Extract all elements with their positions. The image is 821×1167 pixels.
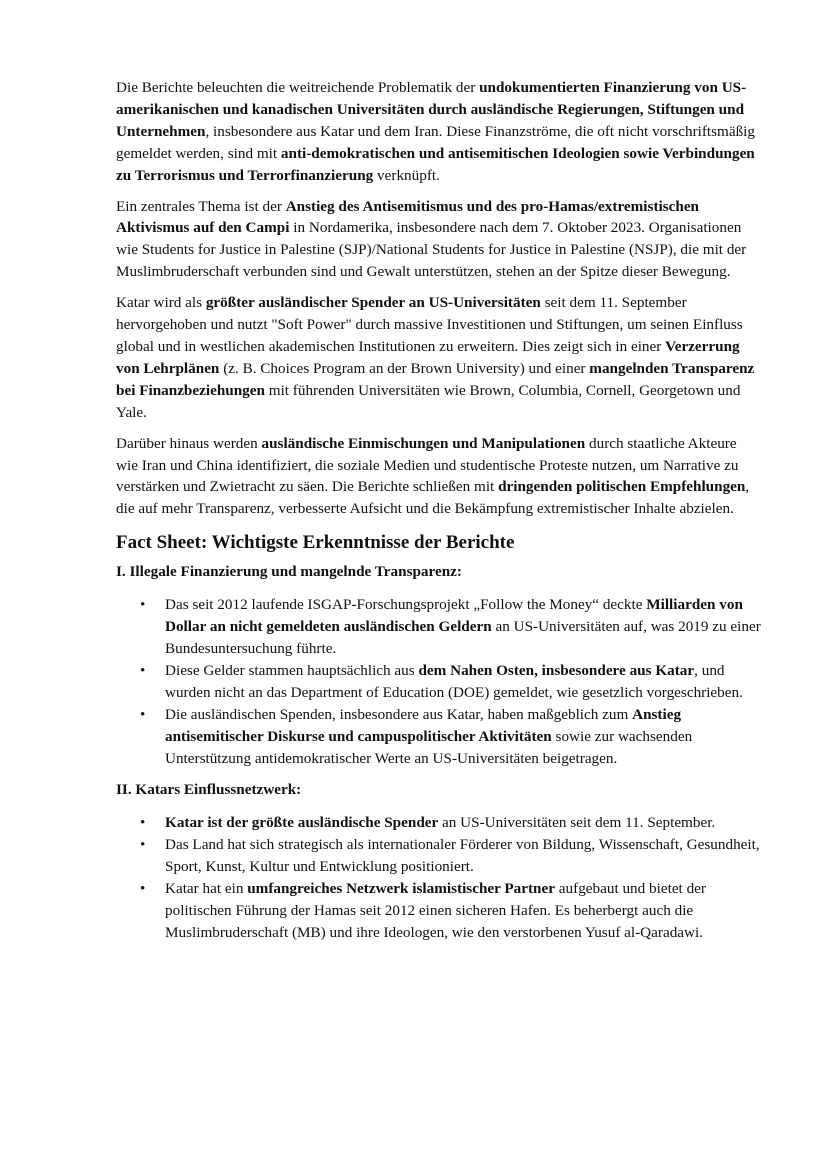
text-run: Katar hat ein — [165, 880, 248, 898]
text-run: Darüber hinaus werden — [116, 434, 262, 452]
bold-text-run: ausländische Einmischungen und Manipulationen — [261, 434, 586, 452]
text-run: Die Berichte beleuchten die weitreichende Problematik der — [116, 79, 480, 96]
bold-text-run: undokumentierten Finanzierung von US-amerikanischen und kanadischen Universitäten durch ausländische Regierungen, Stiftungen und Unternehmen — [116, 79, 747, 140]
paragraph-interference — [116, 433, 761, 521]
text-run: , die auf mehr Transparenz, verbesserte Aufsicht und die Bekämpfung extremistischer Inhalte abzielen. — [116, 478, 750, 518]
list-item — [165, 812, 761, 834]
bold-text-run: anti-demokratischen und antisemitischen Ideologien sowie Verbindungen zu Terrorismus und Terrorfinanzierung — [116, 144, 755, 184]
bold-text-run: größter ausländischer Spender an US-Universitäten — [205, 294, 541, 312]
section-heading-qatar-network: II. Katars Einflussnetzwerk: — [116, 781, 302, 799]
text-run: , und wurden nicht an das Department of Education (DOE) gemeldet, wie gesetzlich vorgeschrieben. — [165, 661, 743, 701]
bold-text-run: Anstieg antisemitischer Diskurse und campuspolitischer Aktivitäten — [165, 705, 682, 745]
bold-text-run: Anstieg des Antisemitismus und des pro-Hamas/extremistischen Aktivismus auf den Campi — [116, 197, 700, 237]
text-run: mit führenden Universitäten wie Brown, Columbia, Cornell, Georgetown und Yale. — [116, 381, 741, 421]
text-run: an US-Universitäten seit dem 11. September. — [438, 814, 716, 832]
paragraph-qatar — [116, 292, 761, 423]
bold-text-run: dem Nahen Osten, insbesondere aus Katar — [418, 661, 695, 679]
text-run: in Nordamerika, insbesondere nach dem 7. Oktober 2023. Organisationen wie Students for Justice in Palestine (SJP)/National Students for Justice in Palestine (NSJP), die mit der Muslimbruderschaft verbunden sind und Gewalt unterstützen, stehen an der Spitze dieser Bewegung. — [116, 219, 747, 281]
bold-text-run: dringenden politischen Empfehlungen — [498, 478, 746, 496]
text-run: Das Land hat sich strategisch als internationaler Förderer von Bildung, Wissenschaft, Gesundheit, Sport, Kunst, Kultur und Entwicklung positioniert. — [165, 836, 760, 876]
text-run: Katar wird als — [116, 294, 206, 312]
bold-text-run: mangelnden Transparenz bei Finanzbeziehungen — [116, 359, 755, 399]
list-item — [165, 660, 761, 704]
text-run: seit dem 11. September hervorgehoben und nutzt "Soft Power" durch massive Investitionen und Stiftungen, um seinen Einfluss global und in westlichen akademischen Institutionen zu erweitern. Dies zeigt sich in einer — [116, 294, 743, 355]
bullet-list-funding — [116, 594, 761, 769]
text-run: durch staatliche Akteure wie Iran und China identifiziert, die soziale Medien und studentische Proteste nutzen, um Narrative zu verstärken und Zwietracht zu säen. Die Berichte schließen mit — [116, 434, 739, 496]
list-item — [165, 704, 761, 770]
text-run: an US-Universitäten auf, was 2019 zu einer Bundesuntersuchung führte. — [165, 618, 761, 658]
paragraph-funding — [116, 77, 761, 187]
list-item — [165, 594, 761, 660]
text-run: Das seit 2012 laufende ISGAP-Forschungsprojekt „Follow the Money“ deckte — [165, 596, 647, 614]
text-run: Ein zentrales Thema ist der — [116, 197, 286, 215]
bold-text-run: Katar ist der größte ausländische Spender — [165, 814, 439, 832]
bullet-list-qatar-network — [116, 812, 761, 943]
text-run: Die ausländischen Spenden, insbesondere aus Katar, haben maßgeblich zum — [165, 705, 633, 723]
bold-text-run: umfangreiches Netzwerk islamistischer Partner — [247, 880, 555, 898]
paragraph-antisemitism — [116, 196, 761, 284]
text-run: sowie zur wachsenden Unterstützung antidemokratischer Werte an US-Universitäten beigetragen. — [165, 727, 693, 767]
text-run: , insbesondere aus Katar und dem Iran. Diese Finanzströme, die oft nicht vorschriftsmäßig gemeldet werden, sind mit — [116, 122, 755, 162]
section-heading-funding: I. Illegale Finanzierung und mangelnde Transparenz: — [116, 563, 462, 581]
text-run: aufgebaut und bietet der politischen Führung der Hamas seit 2012 einen sicheren Hafen. Es beherbergt auch die Muslimbruderschaft (MB) und ihre Ideologen, wie den verstorbenen Yusuf al-Qaradawi. — [165, 880, 706, 941]
fact-sheet-title: Fact Sheet: Wichtigste Erkenntnisse der Berichte — [116, 532, 515, 554]
bold-text-run: Milliarden von Dollar an nicht gemeldeten ausländischen Geldern — [165, 596, 743, 636]
bold-text-run: Verzerrung von Lehrplänen — [116, 337, 740, 377]
text-run: Diese Gelder stammen hauptsächlich aus — [165, 661, 419, 679]
text-run: verknüpft. — [373, 166, 440, 184]
text-run: (z. B. Choices Program an der Brown University) und einer — [219, 359, 590, 377]
list-item — [165, 878, 761, 944]
list-item — [165, 834, 761, 878]
